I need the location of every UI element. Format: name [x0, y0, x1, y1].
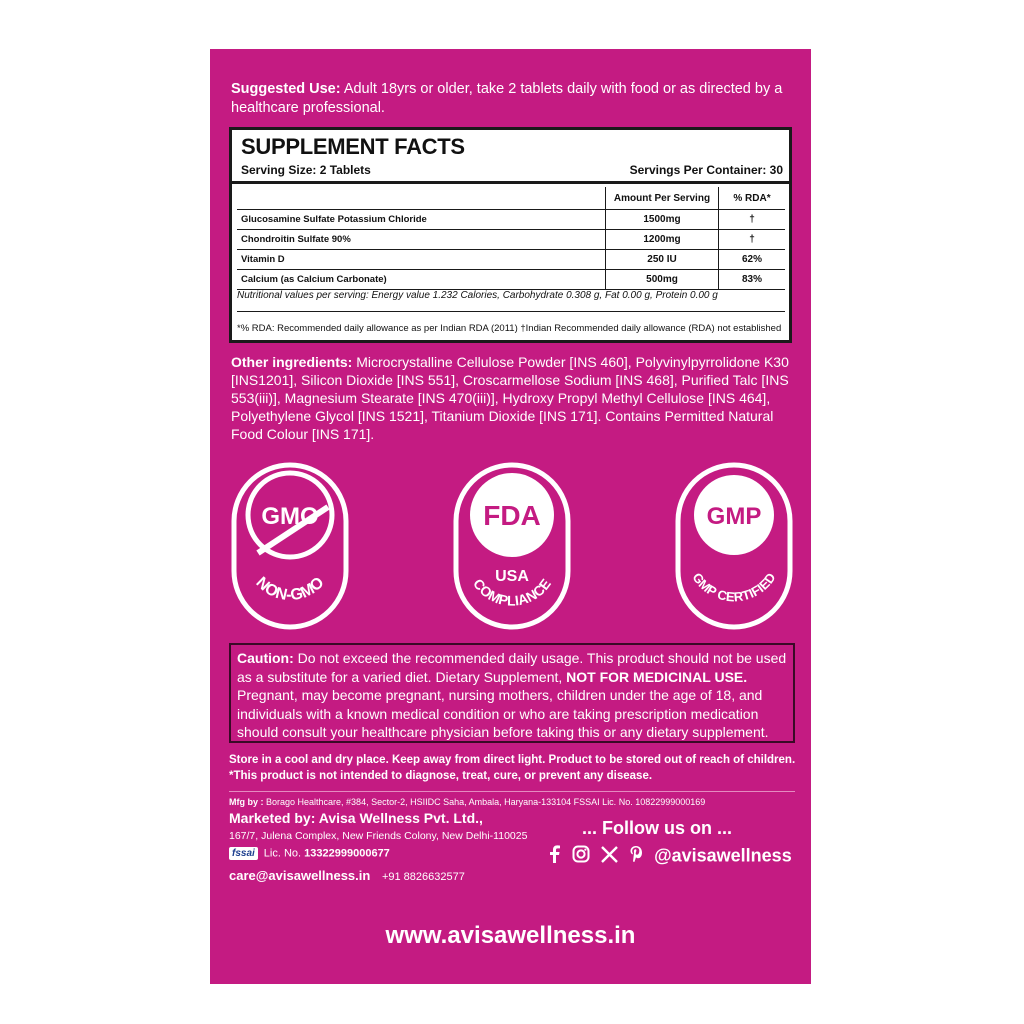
servings-per-container: Servings Per Container: 30: [629, 163, 783, 177]
marketed-by: Marketed by: Avisa Wellness Pvt. Ltd.,: [229, 810, 483, 826]
facebook-icon[interactable]: [547, 845, 561, 868]
gmp-icon: [674, 461, 794, 631]
nutrient-amount: 1200mg: [606, 230, 719, 250]
mfg-text: Borago Healthcare, #384, Sector-2, HSIIDC Saha, Ambala, Haryana-133104 FSSAI Lic. No. 10822999000169: [263, 797, 706, 807]
amount-header: Amount Per Serving: [606, 187, 719, 210]
other-ingredients: [231, 353, 791, 443]
svg-text:NON-GMO: [252, 574, 327, 604]
phone-number: +91 8826632577: [381, 871, 465, 883]
storage-line: Store in a cool and dry place. Keep away from direct light. Product to be stored out of reach of children.: [229, 754, 796, 766]
nutrient-rda: 83%: [719, 270, 786, 290]
gmp-badge: [674, 461, 794, 631]
table-row: [237, 230, 785, 250]
suggested-use: [231, 80, 791, 118]
license-label: Lic. No.: [263, 847, 305, 860]
facts-divider: [232, 181, 789, 184]
storage-info: [229, 752, 809, 784]
website-link[interactable]: www.avisawellness.in: [385, 922, 636, 949]
nutrient-rda: 62%: [719, 250, 786, 270]
svg-text:GMP CERTIFIED: [689, 570, 778, 605]
rda-header: % RDA*: [719, 187, 786, 210]
contact-line: [229, 868, 465, 883]
license-line: [229, 847, 390, 860]
manufacturer-info: [229, 797, 705, 807]
social-handle[interactable]: @avisawellness: [654, 845, 792, 866]
facts-grid: [237, 187, 785, 290]
license-number: 13322999000677: [304, 847, 390, 860]
non-gmo-icon: [230, 461, 350, 631]
nutrient-name: Chondroitin Sulfate 90%: [237, 230, 606, 250]
nutrient-name: Vitamin D: [237, 250, 606, 270]
nutrient-amount: 500mg: [606, 270, 719, 290]
badge-middle-text: USA: [495, 568, 529, 585]
social-row: [547, 845, 792, 868]
pinterest-icon[interactable]: [629, 845, 643, 868]
table-row: [237, 270, 785, 290]
x-icon[interactable]: [601, 846, 618, 868]
suggested-use-text: Adult 18yrs or older, take 2 tablets daily with food or as directed by a healthcare professional.: [231, 81, 783, 116]
fda-badge: [452, 461, 572, 631]
disclaimer-line: *This product is not intended to diagnose, treat, cure, or prevent any disease.: [229, 770, 653, 782]
non-gmo-badge: [230, 461, 350, 631]
other-ingredients-text: Microcrystalline Cellulose Powder [INS 460], Polyvinylpyrrolidone K30 [INS1201], Silicon Dioxide [INS 551], Croscarmellose Sodium [INS 468], Purified Talc [INS 553(iii)], Magnesium Stearate [INS 470(iii)], Hydroxy Propyl Methyl Cellulose [INS 464], Polyethylene Glycol [INS 1521], Titanium Dioxide [INS 171]. Contains Permitted Natural Food Colour [INS 171].: [231, 354, 789, 442]
facts-header-row: [237, 187, 785, 210]
table-row: [237, 210, 785, 230]
fssai-logo-icon: fssai: [229, 847, 258, 860]
supplement-facts-table: [229, 127, 792, 343]
caution-bold: NOT FOR MEDICINAL USE.: [566, 668, 748, 685]
mfg-label: Mfg by :: [229, 797, 264, 807]
badge-bottom-text: GMP CERTIFIED: [689, 569, 779, 605]
caution-text: Do not exceed the recommended daily usage. This product should not be used as a substitute for a varied diet. Dietary Supplement,: [237, 650, 787, 685]
badge-bottom-text: NON-GMO: [252, 574, 328, 605]
caution-box: [229, 643, 795, 743]
badge-top-text: GMP: [706, 503, 762, 530]
nutrient-name: Glucosamine Sulfate Potassium Chloride: [237, 210, 606, 230]
serving-size: Serving Size: 2 Tablets: [241, 163, 371, 177]
follow-us: ... Follow us on ...: [582, 818, 732, 838]
badge-top-text: GMO: [261, 503, 319, 530]
caution-label: Caution:: [237, 650, 294, 666]
nutrient-amount: 1500mg: [606, 210, 719, 230]
nutrient-amount: 250 IU: [606, 250, 719, 270]
email-link[interactable]: care@avisawellness.in: [229, 868, 371, 883]
rda-footnote: *% RDA: Recommended daily allowance as per Indian RDA (2011) †Indian Recommended daily allowance (RDA) not established: [237, 323, 782, 334]
nutritional-values: Nutritional values per serving: Energy value 1.232 Calories, Carbohydrate 0.308 g, Fat 0.00 g, Protein 0.00 g: [237, 290, 785, 312]
suggested-use-label: Suggested Use:: [231, 81, 341, 97]
badge-top-text: FDA: [483, 500, 541, 531]
other-ingredients-label: Other ingredients:: [231, 354, 353, 370]
table-row: [237, 250, 785, 270]
divider: [229, 791, 795, 792]
nutrient-rda: †: [719, 210, 786, 230]
nutrient-rda: †: [719, 230, 786, 250]
instagram-icon[interactable]: [572, 845, 590, 868]
marketer-address: 167/7, Julena Complex, New Friends Colony, New Delhi-110025: [229, 830, 528, 842]
nutrient-name: Calcium (as Calcium Carbonate): [237, 270, 606, 290]
caution-text-2: Pregnant, may become pregnant, nursing mothers, children under the age of 18, and individuals with a known medical condition or who are taking prescription medication should consult your healthcare physician before taking this or any dietary supplement.: [237, 687, 769, 740]
facts-title: SUPPLEMENT FACTS: [241, 134, 465, 159]
product-label-panel: [210, 49, 811, 984]
fda-icon: [452, 461, 572, 631]
badge-bottom-text: COMPLIANCE: [470, 575, 554, 609]
